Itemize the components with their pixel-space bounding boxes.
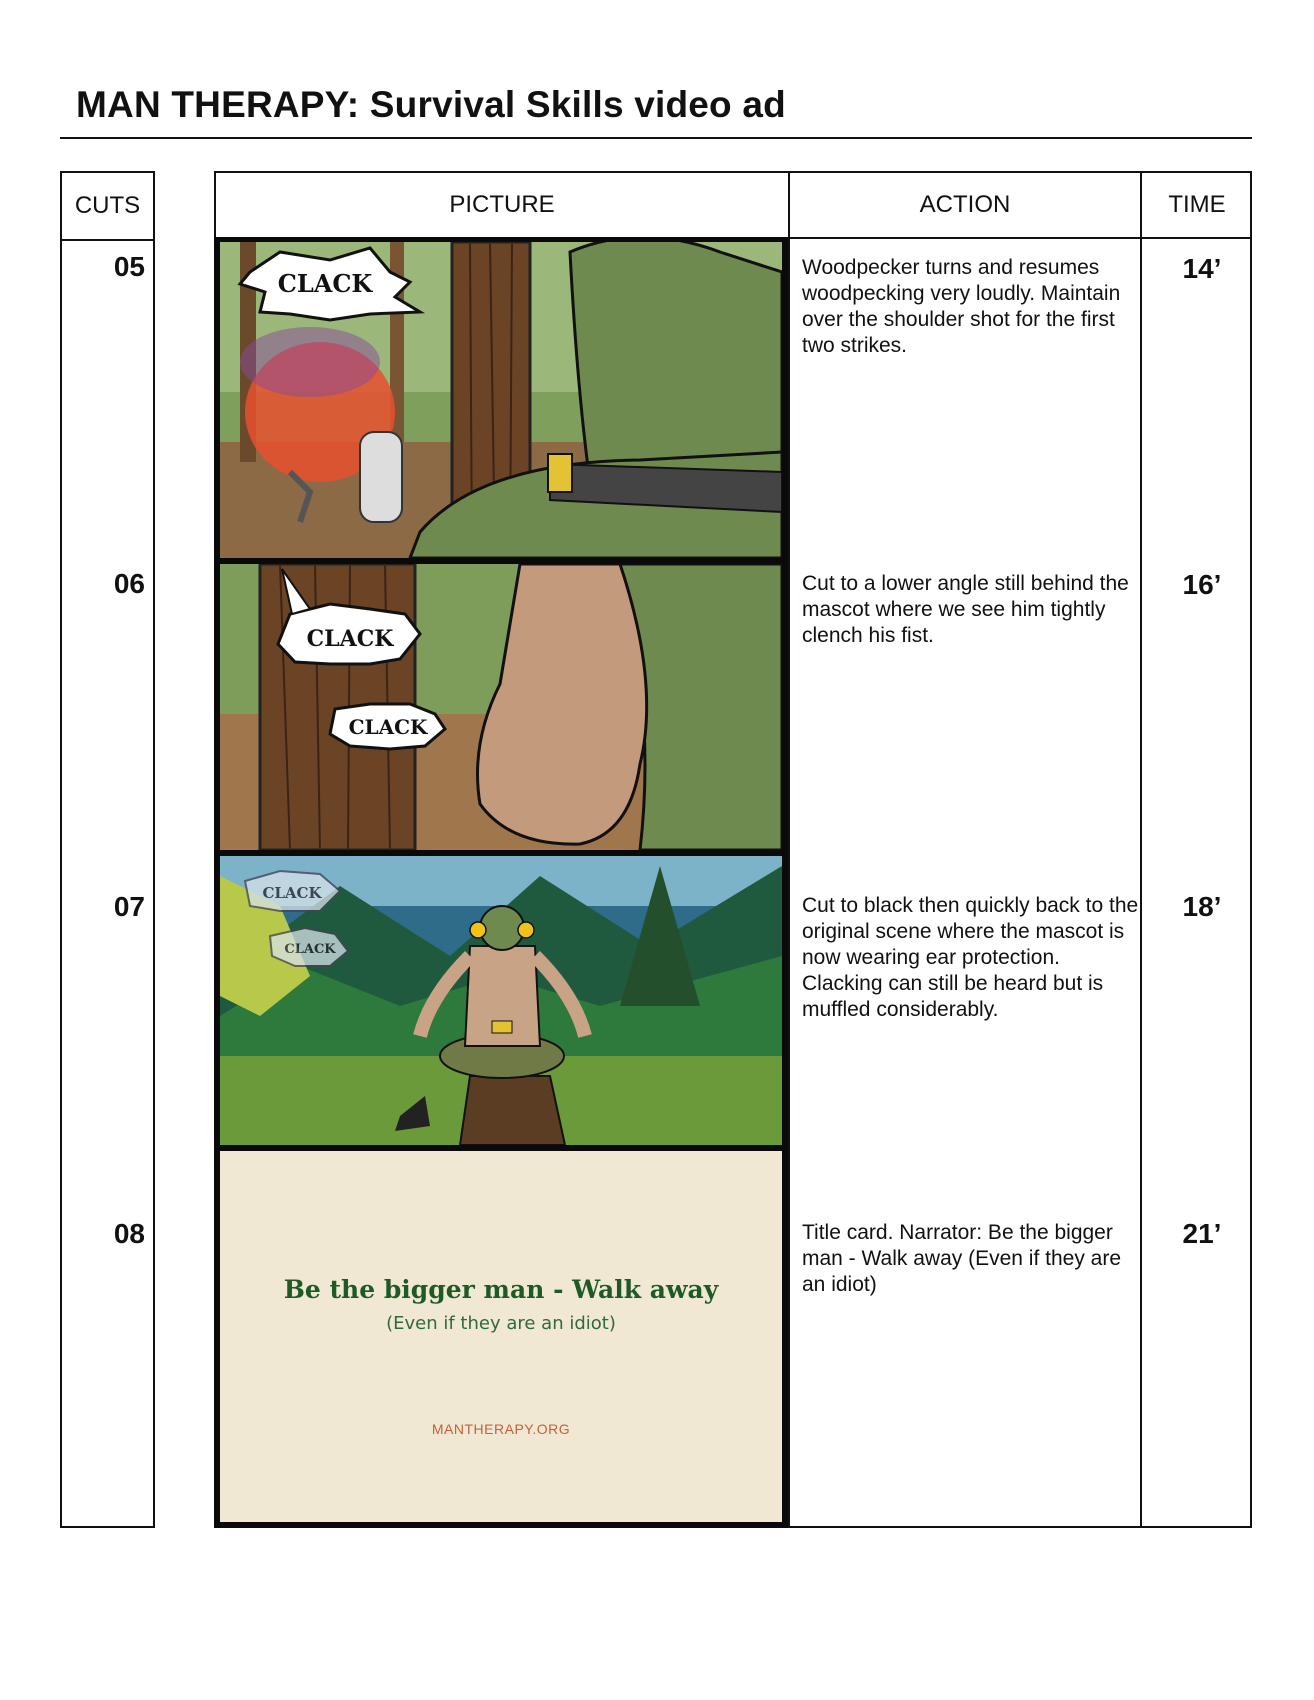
panel-05-woodpecker <box>220 242 782 558</box>
clack-text-07b: CLACK <box>284 942 336 957</box>
action-text-07: Cut to black then quickly back to the original scene where the mascot is now wearing ear protection. Clacking can still be heard but is muffled considerably. <box>802 894 1139 1021</box>
clack-bubble-06b <box>330 704 445 749</box>
clack-text-06b: CLACK <box>348 715 428 739</box>
card-headline: Be the bigger man - Walk away <box>283 1275 719 1304</box>
panel-08-title-card <box>220 1151 782 1522</box>
action-text-06: Cut to a lower angle still behind the mascot where we see him tightly clench his fist. <box>802 572 1129 647</box>
time-06: 16’ <box>1182 569 1222 600</box>
clack-text-05: CLACK <box>277 269 373 298</box>
picture-panels <box>214 237 788 1528</box>
cut-number-06: 06 <box>113 568 145 599</box>
title-rule <box>60 137 1252 139</box>
picture-header: PICTURE <box>449 191 555 218</box>
action-header: ACTION <box>919 191 1011 218</box>
clack-text-06a: CLACK <box>306 626 394 652</box>
time-header: TIME <box>1168 191 1226 218</box>
page-title: MAN THERAPY: Survival Skills video ad <box>76 84 786 125</box>
card-subline: (Even if they are an idiot) <box>386 1313 616 1334</box>
column-divider-action <box>788 173 790 1526</box>
clack-text-07a: CLACK <box>262 884 322 902</box>
action-text-05: Woodpecker turns and resumes woodpecking very loudly. Maintain over the shoulder shot for the first two strikes. <box>802 256 1121 357</box>
time-07: 18’ <box>1182 891 1222 922</box>
time-05: 14’ <box>1182 253 1222 284</box>
cut-number-07: 07 <box>113 891 145 922</box>
panel-06-fist <box>220 564 782 850</box>
cuts-column <box>60 171 155 1528</box>
cut-number-08: 08 <box>113 1218 145 1249</box>
cuts-header: CUTS <box>62 173 153 241</box>
card-url: MANTHERAPY.ORG <box>431 1421 571 1437</box>
panel-07-meditation <box>220 856 782 1145</box>
cut-number-05: 05 <box>113 251 145 282</box>
action-text-08: Title card. Narrator: Be the bigger man - Walk away (Even if they are an idiot) <box>802 1221 1121 1296</box>
column-divider-time <box>1140 173 1142 1526</box>
time-08: 21’ <box>1182 1218 1222 1249</box>
